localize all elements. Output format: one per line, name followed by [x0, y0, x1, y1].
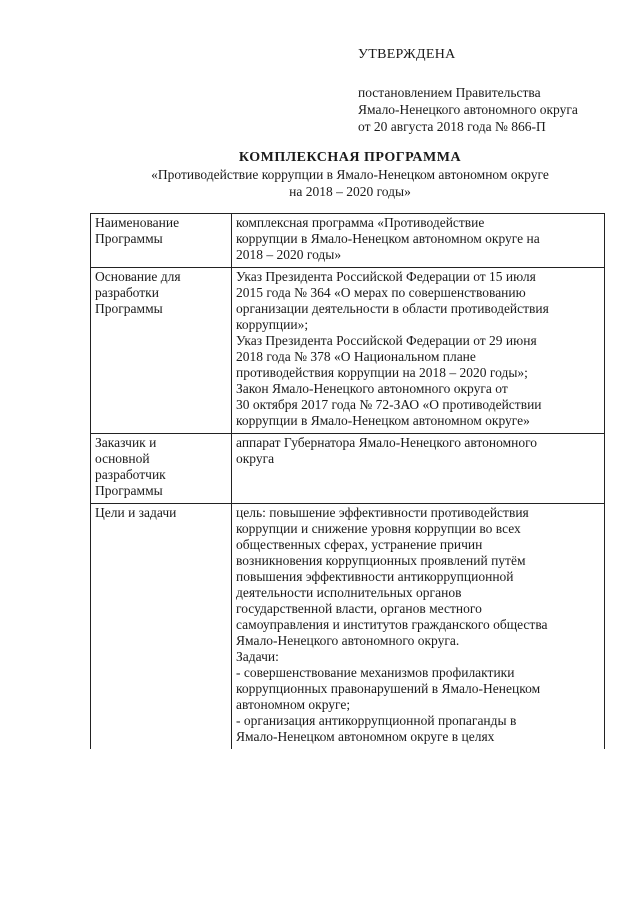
value-line: деятельности исполнительных органов — [236, 585, 462, 600]
value-line: коррупционных правонарушений в Ямало-Ненецком — [236, 681, 541, 696]
value-line: автономном округе; — [236, 697, 351, 712]
document-subtitle — [60, 166, 640, 200]
decree-line: Ямало-Ненецкого автономного округа — [358, 102, 578, 117]
table-row — [91, 214, 605, 268]
value-line: комплексная программа «Противодействие — [236, 215, 485, 230]
value-line: самоуправления и институтов гражданского общества — [236, 617, 548, 632]
subtitle-line: «Противодействие коррупции в Ямало-Ненецком автономном округе — [151, 167, 549, 182]
label-line: Программы — [95, 301, 163, 316]
value-line: 2018 – 2020 годы» — [236, 247, 342, 262]
value-line: организации деятельности в области противодействия — [236, 301, 549, 316]
label-line: Программы — [95, 483, 163, 498]
value-line: повышения эффективности антикоррупционной — [236, 569, 514, 584]
row-label-program-name — [91, 214, 232, 268]
row-value-goals — [232, 504, 605, 750]
value-line: Указ Президента Российской Федерации от 15 июля — [236, 269, 536, 284]
value-line: 2018 года № 378 «О Национальном плане — [236, 349, 476, 364]
value-line: Указ Президента Российской Федерации от 29 июня — [236, 333, 537, 348]
value-line: цель: повышение эффективности противодействия — [236, 505, 529, 520]
label-line: Цели и задачи — [95, 505, 177, 520]
label-line: основной — [95, 451, 150, 466]
value-line: аппарат Губернатора Ямало-Ненецкого автономного — [236, 435, 538, 450]
value-line: противодействия коррупции на 2018 – 2020 годы»; — [236, 365, 528, 380]
label-line: Наименование — [95, 215, 180, 230]
label-line: Заказчик и — [95, 435, 157, 450]
approval-stamp-heading: УТВЕРЖДЕНА — [358, 47, 456, 62]
value-line: - совершенствование механизмов профилактики — [236, 665, 515, 680]
label-line: разработки — [95, 285, 159, 300]
value-line: коррупции и снижение уровня коррупции во всех — [236, 521, 521, 536]
value-line: возникновения коррупционных проявлений путём — [236, 553, 526, 568]
value-line: округа — [236, 451, 275, 466]
decree-line: постановлением Правительства — [358, 85, 541, 100]
value-line: Ямало-Ненецкого автономного округа. — [236, 633, 460, 648]
subtitle-line: на 2018 – 2020 годы» — [289, 184, 411, 199]
value-line: коррупции»; — [236, 317, 309, 332]
value-line: коррупции в Ямало-Ненецком автономном округе на — [236, 231, 540, 246]
value-line: государственной власти, органов местного — [236, 601, 482, 616]
row-value-program-name — [232, 214, 605, 268]
row-label-goals — [91, 504, 232, 750]
row-value-basis — [232, 268, 605, 434]
value-line: 30 октября 2017 года № 72-ЗАО «О противодействии — [236, 397, 542, 412]
row-label-customer — [91, 434, 232, 504]
value-line: Задачи: — [236, 649, 279, 664]
value-line: - организация антикоррупционной пропаганды в — [236, 713, 517, 728]
label-line: Программы — [95, 231, 163, 246]
table-row — [91, 504, 605, 750]
value-line: 2015 года № 364 «О мерах по совершенствованию — [236, 285, 526, 300]
decree-reference — [358, 84, 618, 135]
value-line: Ямало-Ненецком автономном округе в целях — [236, 729, 495, 744]
row-value-customer — [232, 434, 605, 504]
label-line: Основание для — [95, 269, 181, 284]
value-line: коррупции в Ямало-Ненецком автономном округе» — [236, 413, 530, 428]
program-passport-table — [90, 213, 605, 749]
label-line: разработчик — [95, 467, 166, 482]
value-line: Закон Ямало-Ненецкого автономного округа от — [236, 381, 508, 396]
value-line: общественных сферах, устранение причин — [236, 537, 483, 552]
table-row — [91, 434, 605, 504]
decree-line: от 20 августа 2018 года № 866-П — [358, 119, 546, 134]
row-label-basis — [91, 268, 232, 434]
document-title: КОМПЛЕКСНАЯ ПРОГРАММА — [238, 150, 462, 165]
table-row — [91, 268, 605, 434]
